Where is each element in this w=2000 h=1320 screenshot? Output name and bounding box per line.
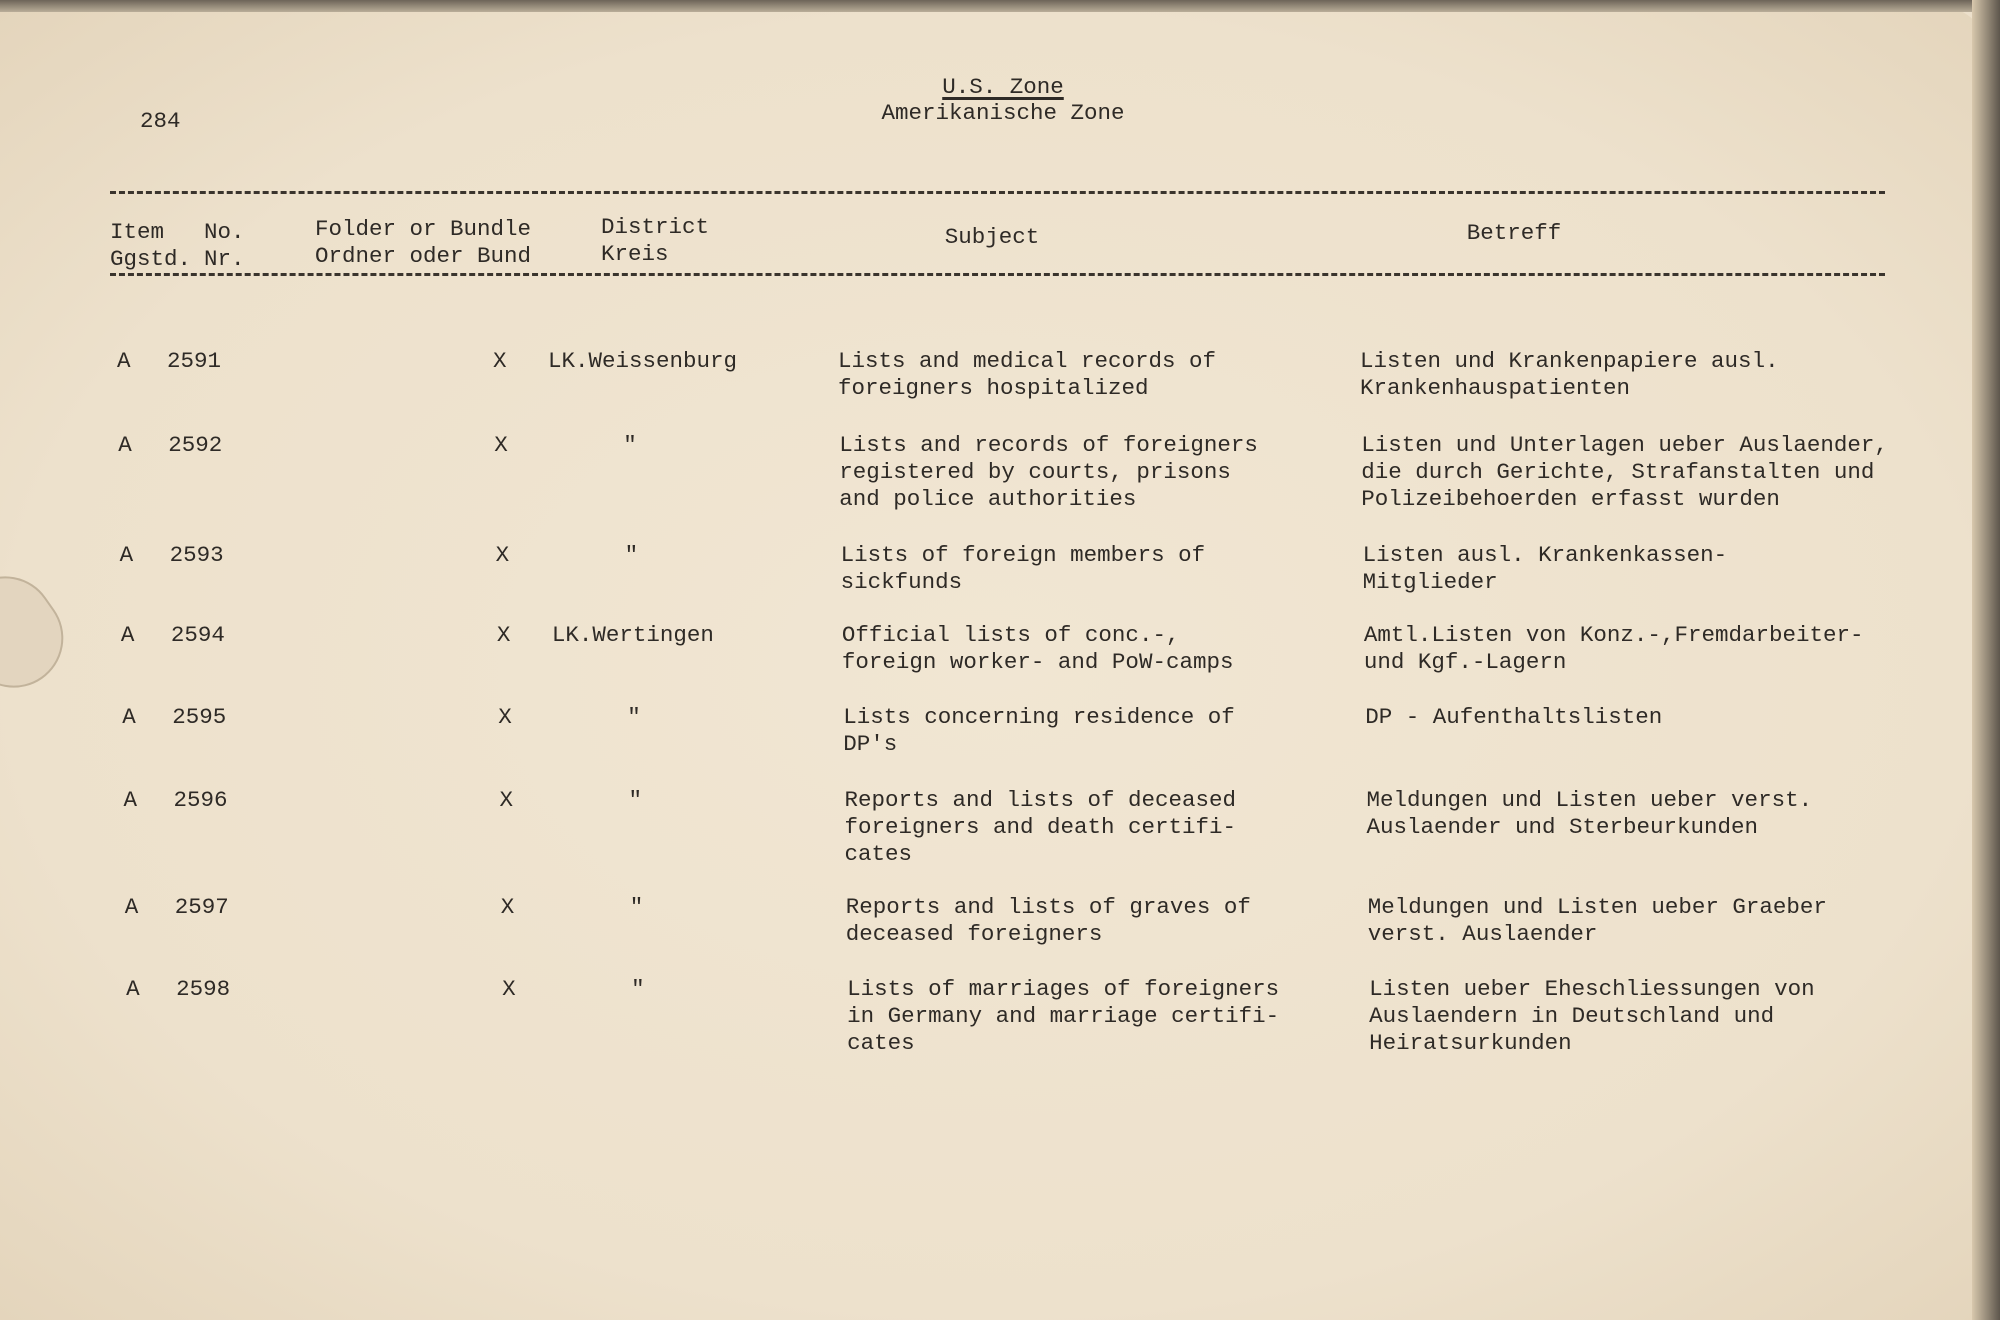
page-top-edge — [0, 0, 2000, 12]
row-betreff: Amtl.Listen von Konz.-,Fremdarbeiter- und Kgf.-Lagern — [1363, 622, 1864, 675]
row-item: A — [118, 432, 132, 458]
row-number: 2596 — [173, 787, 228, 813]
row-district: " — [624, 542, 639, 568]
row-betreff: Listen und Krankenpapiere ausl. Krankenhauspatienten — [1360, 348, 1779, 401]
col-item-de: Ggstd. — [110, 246, 192, 272]
row-number: 2594 — [170, 622, 225, 648]
row-subject: Lists concerning residence of DP's — [843, 704, 1235, 757]
row-item: A — [119, 542, 134, 568]
row-betreff: Meldungen und Listen ueber verst. Auslaender und Sterbeurkunden — [1366, 787, 1813, 840]
row-subject: Lists and medical records of foreigners hospitalized — [838, 348, 1217, 401]
row-subject: Lists of foreign members of sickfunds — [840, 542, 1206, 595]
row-item: A — [122, 704, 136, 730]
page-title: U.S. Zone — [942, 74, 1064, 100]
row-folder-mark: X — [499, 787, 514, 813]
row-betreff: Listen ausl. Krankenkassen- Mitglieder — [1362, 542, 1728, 595]
row-folder-mark: X — [494, 432, 508, 458]
col-item-en: Item — [110, 219, 165, 245]
page-subtitle: Amerikanische Zone — [881, 100, 1125, 126]
row-item: A — [123, 787, 138, 813]
col-district-de: Kreis — [601, 241, 669, 267]
row-betreff: Meldungen und Listen ueber Graeber verst. Auslaender — [1367, 894, 1827, 947]
row-betreff: Listen ueber Eheschliessungen von Auslaendern in Deutschland und Heiratsurkunden — [1369, 976, 1815, 1056]
page-number: 284 — [140, 108, 181, 134]
row-subject: Reports and lists of deceased foreigners and death certifi- cates — [844, 787, 1237, 867]
row-item: A — [120, 622, 135, 648]
row-number: 2598 — [176, 976, 231, 1002]
row-district: " — [629, 894, 644, 920]
row-folder-mark: X — [502, 976, 516, 1002]
row-number: 2592 — [168, 432, 223, 458]
row-item: A — [117, 348, 131, 374]
row-number: 2593 — [169, 542, 224, 568]
header-divider-bottom — [110, 273, 1885, 276]
row-district: LK.Weissenburg — [548, 348, 738, 374]
row-item: A — [126, 976, 140, 1002]
row-district: " — [623, 432, 637, 458]
row-district: " — [631, 976, 645, 1002]
col-betreff: Betreff — [1466, 220, 1562, 246]
col-folder-en: Folder or Bundle — [315, 216, 532, 242]
book-spine-edge — [1972, 0, 2000, 1320]
row-subject: Lists of marriages of foreigners in Germany and marriage certifi- cates — [847, 976, 1280, 1056]
row-folder-mark: X — [496, 622, 511, 648]
row-folder-mark: X — [498, 704, 512, 730]
row-betreff: DP - Aufenthaltslisten — [1365, 704, 1663, 730]
row-number: 2597 — [174, 894, 229, 920]
col-no-en: No. — [204, 219, 245, 245]
col-subject: Subject — [944, 224, 1040, 250]
col-no-de: Nr. — [204, 246, 245, 272]
row-district: " — [628, 787, 643, 813]
row-number: 2595 — [172, 704, 227, 730]
row-folder-mark: X — [500, 894, 515, 920]
col-folder-de: Ordner oder Bund — [315, 243, 532, 269]
row-subject: Lists and records of foreigners registered by courts, prisons and police authorities — [839, 432, 1258, 512]
row-district: " — [627, 704, 641, 730]
row-subject: Reports and lists of graves of deceased foreigners — [845, 894, 1251, 947]
row-number: 2591 — [167, 348, 222, 374]
row-betreff: Listen und Unterlagen ueber Auslaender, die durch Gerichte, Strafanstalten und Polizeibehoerden erfasst wurden — [1361, 432, 1888, 512]
row-folder-mark: X — [493, 348, 507, 374]
row-subject: Official lists of conc.-, foreign worker- and PoW-camps — [841, 622, 1234, 675]
row-item: A — [124, 894, 139, 920]
row-district: LK.Wertingen — [551, 622, 714, 648]
col-district-en: District — [601, 214, 710, 240]
row-folder-mark: X — [495, 542, 510, 568]
header-divider-top — [110, 191, 1885, 194]
